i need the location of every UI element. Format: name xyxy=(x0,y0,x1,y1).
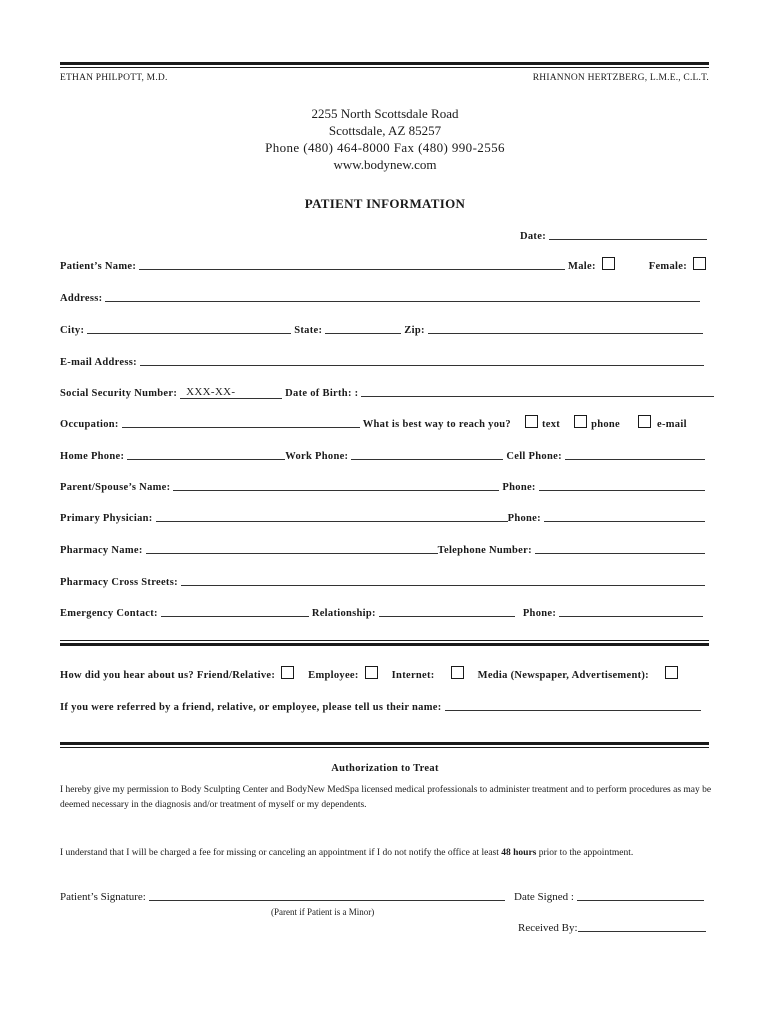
dob-field[interactable] xyxy=(361,386,714,397)
emergency-contact-label: Emergency Contact: xyxy=(60,608,158,619)
city-field[interactable] xyxy=(87,323,291,334)
occupation-row xyxy=(60,414,710,430)
parent-spouse-label: Parent/Spouse’s Name: xyxy=(60,482,171,493)
ssn-field[interactable]: XXX-XX- xyxy=(180,386,282,399)
pharmacy-cross-field[interactable] xyxy=(181,575,705,586)
reach-label: What is best way to reach you? xyxy=(362,419,511,430)
address-website: www.bodynew.com xyxy=(333,157,437,172)
signature-field[interactable] xyxy=(149,890,505,901)
referred-name-row xyxy=(60,697,704,713)
relationship-field[interactable] xyxy=(379,606,515,617)
pharmacy-name-field[interactable] xyxy=(146,543,438,554)
home-phone-field[interactable] xyxy=(127,449,285,460)
reach-text-checkbox[interactable] xyxy=(525,415,538,428)
address-row xyxy=(60,288,703,304)
address-phone-fax: Phone (480) 464-8000 Fax (480) 990-2556 xyxy=(265,140,505,155)
parent-spouse-field[interactable] xyxy=(173,480,499,491)
date-signed-label: Date Signed : xyxy=(514,891,574,903)
email-label: E-mail Address: xyxy=(60,357,137,368)
date-field[interactable] xyxy=(549,229,707,240)
email-field[interactable] xyxy=(140,355,704,366)
signature-row xyxy=(60,890,508,903)
date-label: Date: xyxy=(520,231,546,242)
referred-name-field[interactable] xyxy=(445,700,701,711)
patient-name-field[interactable] xyxy=(139,259,565,270)
form-title: PATIENT INFORMATION xyxy=(304,196,466,211)
pharmacy-row xyxy=(60,540,708,556)
doctor-name-left: ETHAN PHILPOTT, M.D. xyxy=(60,73,168,83)
referral-question-label: How did you hear about us? Friend/Relative: xyxy=(60,670,276,681)
minor-note: (Parent if Patient is a Minor) xyxy=(271,907,375,917)
top-rule-thin xyxy=(60,67,709,68)
phones-row xyxy=(60,446,708,462)
received-by-field[interactable] xyxy=(578,921,706,932)
parent-phone-label: Phone: xyxy=(502,482,536,493)
media-checkbox[interactable] xyxy=(665,666,678,679)
media-label: Media (Newspaper, Advertisement): xyxy=(477,670,649,681)
date-signed-row xyxy=(514,890,707,903)
divider-rule-thin xyxy=(60,640,709,641)
pharmacy-cross-row xyxy=(60,572,708,588)
referred-name-label: If you were referred by a friend, relative, or employee, please tell us their name: xyxy=(60,702,442,713)
ssn-label: Social Security Number: xyxy=(60,388,178,399)
pharmacy-phone-field[interactable] xyxy=(535,543,705,554)
pharmacy-phone-label: Telephone Number: xyxy=(437,545,532,556)
male-label: Male: xyxy=(568,261,596,272)
physician-field[interactable] xyxy=(156,511,508,522)
emergency-phone-label: Phone: xyxy=(522,608,557,619)
address-label: Address: xyxy=(60,293,103,304)
home-phone-label: Home Phone: xyxy=(60,451,125,462)
reach-text-label: text xyxy=(541,419,561,430)
authorization-paragraph: I hereby give my permission to Body Sculpting Center and BodyNew MedSpa licensed medical professionals to administer treatment and to perform procedures as may be deemed necessary in the diagnosis and/or treatment of myself or my dependents. xyxy=(60,785,712,810)
pharmacy-name-label: Pharmacy Name: xyxy=(60,545,143,556)
city-label: City: xyxy=(60,325,85,336)
email-row xyxy=(60,352,707,368)
patient-name-label: Patient’s Name: xyxy=(60,261,137,272)
ssn-dob-row xyxy=(60,383,717,399)
employee-checkbox[interactable] xyxy=(365,666,378,679)
divider2-rule-thick xyxy=(60,742,709,745)
zip-field[interactable] xyxy=(428,323,703,334)
physician-label: Primary Physician: xyxy=(60,513,153,524)
reach-email-label: e-mail xyxy=(657,419,687,430)
parent-spouse-row xyxy=(60,477,708,493)
reach-phone-label: phone xyxy=(591,419,620,430)
patient-name-row xyxy=(60,256,710,272)
occupation-label: Occupation: xyxy=(60,419,119,430)
work-phone-field[interactable] xyxy=(351,449,503,460)
female-checkbox[interactable] xyxy=(693,257,706,270)
occupation-field[interactable] xyxy=(122,417,360,428)
fee-hours: 48 hours xyxy=(501,848,537,858)
physician-row xyxy=(60,508,708,524)
date-signed-field[interactable] xyxy=(577,890,704,901)
received-by-label: Received By: xyxy=(518,922,578,934)
city-state-zip-row xyxy=(60,320,706,336)
address-city: Scottsdale, AZ 85257 xyxy=(328,123,442,138)
date-row xyxy=(520,226,710,242)
referral-row xyxy=(60,665,710,681)
dob-label: Date of Birth: : xyxy=(285,388,359,399)
state-label: State: xyxy=(294,325,323,336)
internet-label: Internet: xyxy=(391,670,435,681)
female-label: Female: xyxy=(648,261,687,272)
doctor-name-right: RHIANNON HERTZBERG, L.M.E., C.L.T. xyxy=(532,73,709,83)
emergency-contact-field[interactable] xyxy=(161,606,309,617)
male-checkbox[interactable] xyxy=(602,257,615,270)
emergency-row xyxy=(60,603,706,619)
reach-phone-checkbox[interactable] xyxy=(574,415,587,428)
signature-label: Patient’s Signature: xyxy=(60,891,146,903)
cell-phone-label: Cell Phone: xyxy=(506,451,562,462)
physician-phone-label: Phone: xyxy=(507,513,541,524)
top-rule-thick xyxy=(60,62,709,65)
emergency-phone-field[interactable] xyxy=(559,606,703,617)
divider2-rule-thin xyxy=(60,747,709,748)
physician-phone-field[interactable] xyxy=(544,511,705,522)
address-field[interactable] xyxy=(105,291,700,302)
received-by-row xyxy=(518,921,709,934)
relationship-label: Relationship: xyxy=(311,608,376,619)
cell-phone-field[interactable] xyxy=(565,449,705,460)
fee-text-before: I understand that I will be charged a fee for missing or canceling an appointment if I do not notify the office at least xyxy=(60,848,502,858)
fee-text-after: prior to the appointment. xyxy=(536,848,634,858)
zip-label: Zip: xyxy=(404,325,425,336)
pharmacy-cross-label: Pharmacy Cross Streets: xyxy=(60,577,178,588)
work-phone-label: Work Phone: xyxy=(285,451,349,462)
state-field[interactable] xyxy=(325,323,401,334)
internet-checkbox[interactable] xyxy=(451,666,464,679)
parent-phone-field[interactable] xyxy=(539,480,705,491)
friend-relative-checkbox[interactable] xyxy=(281,666,294,679)
missed-appointment-notice xyxy=(60,846,720,861)
authorization-title: Authorization to Treat xyxy=(331,763,439,774)
employee-label: Employee: xyxy=(308,670,359,681)
divider-rule-thick xyxy=(60,643,709,646)
reach-email-checkbox[interactable] xyxy=(638,415,651,428)
address-street: 2255 North Scottsdale Road xyxy=(311,106,459,121)
